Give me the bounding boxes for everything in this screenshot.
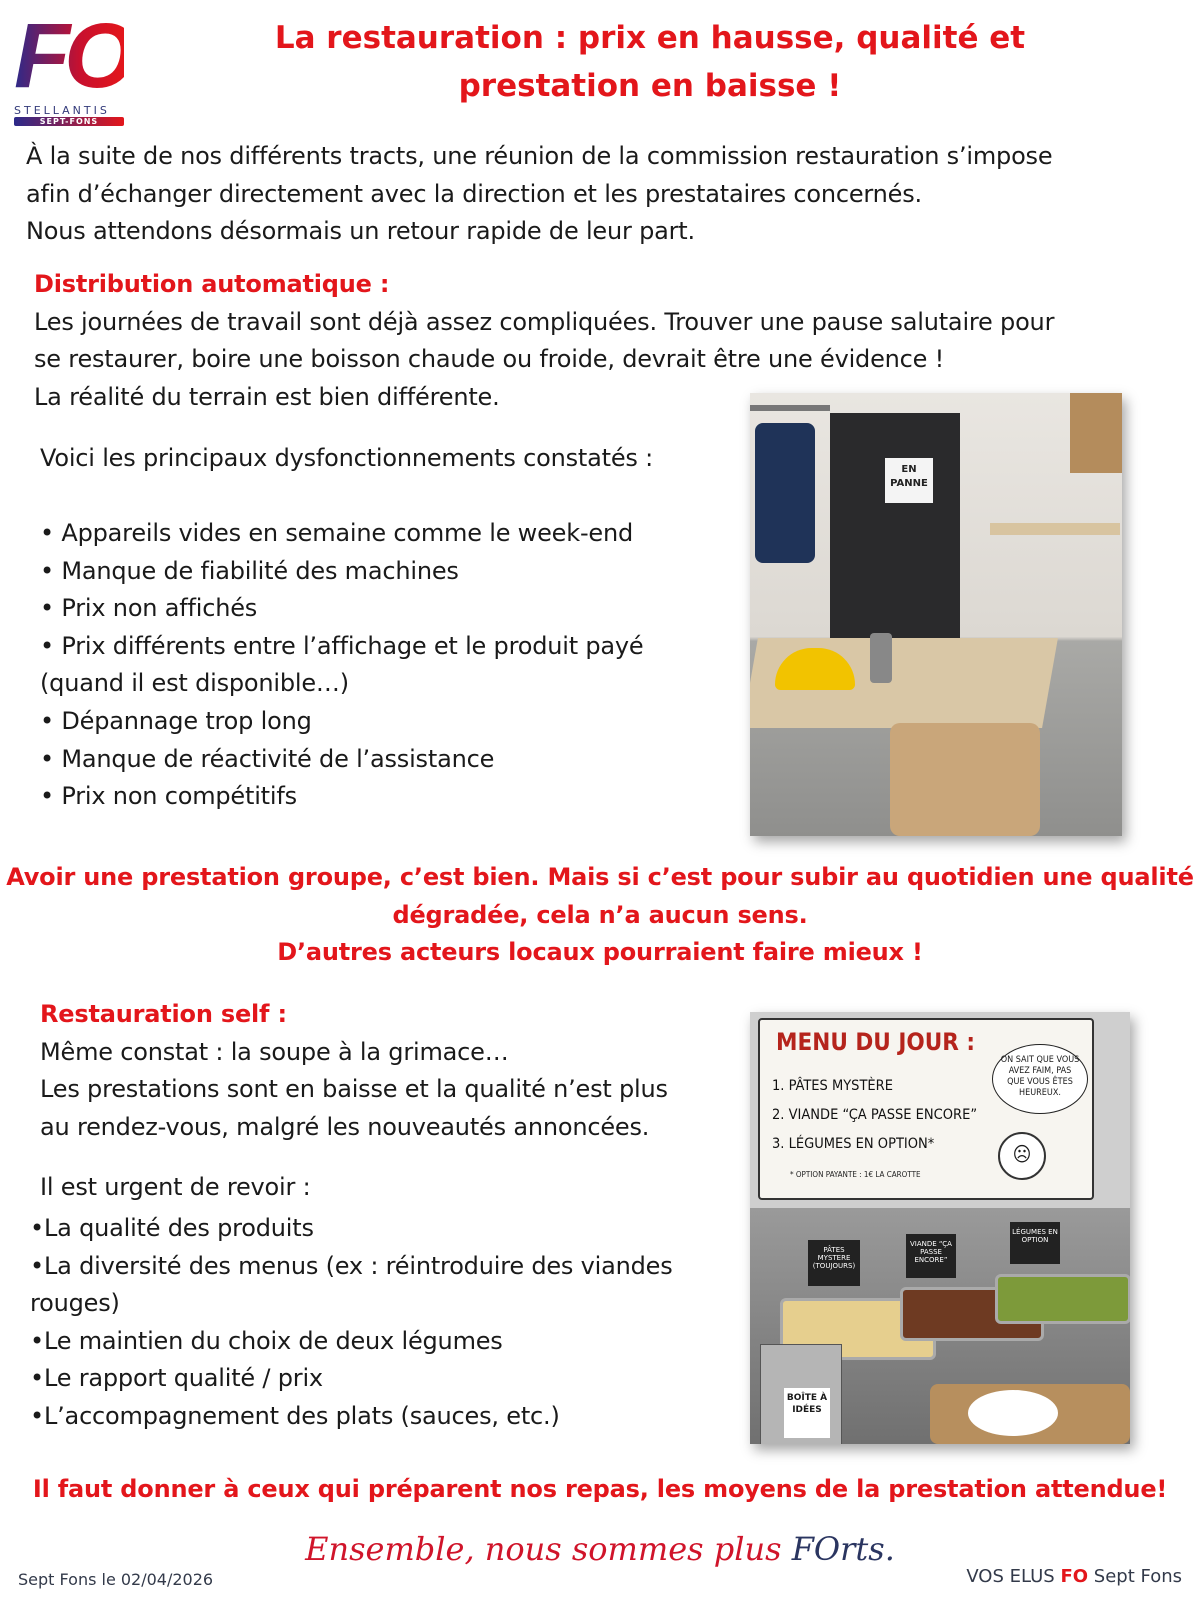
list-item: • Appareils vides en semaine comme le week-end [40,519,634,547]
list-item: •Le rapport qualité / prix [30,1364,323,1393]
text-line: Les journées de travail sont déjà assez compliquées. Trouver une pause salutaire pour [34,307,1055,336]
list-item: • Prix non compétitifs [40,782,297,811]
menu-item: 3. LÉGUMES EN OPTION* [772,1136,935,1152]
menu-items [772,1072,977,1159]
logo-site: SEPT-FONS [14,117,124,126]
signature-text: VOS ELUS [966,1566,1061,1587]
slogan-text: Ensemble, nous sommes plus [305,1530,792,1568]
menu-note: * OPTION PAYANTE : 1€ LA CAROTTE [790,1170,921,1179]
page-title [240,14,1060,110]
list-item: • Prix différents entre l’affichage et le produit payé [40,631,644,660]
callout-line: Avoir une prestation groupe, c’est bien. Mais si c’est pour subir au quotidien une qualité [6,863,1194,891]
list-item: •Le maintien du choix de deux légumes [30,1326,503,1355]
slogan [0,1530,1200,1568]
tray-label: VIANDE “ÇA PASSE ENCORE” [906,1234,956,1278]
list-intro: Il est urgent de revoir : [40,1173,311,1201]
sad-plate-icon: ☹ [998,1132,1046,1180]
text-line: au rendez-vous, malgré les nouveautés annoncées. [40,1112,650,1141]
intro-paragraph [26,138,1052,251]
title-line: prestation en baisse ! [458,68,842,104]
speech-bubble: ON SAIT QUE VOUS AVEZ FAIM, PAS QUE VOUS ÊTES HEUREUX. [992,1044,1088,1114]
fo-logo [14,5,130,128]
menu-title: MENU DU JOUR : [776,1028,976,1056]
list-item: rouges) [30,1289,120,1318]
intro-line: Nous attendons désormais un retour rapide de leur part. [26,217,695,246]
self-section [40,996,668,1146]
out-of-order-sign: EN PANNE [885,458,933,503]
list-item: •L’accompagnement des plats (sauces, etc.) [30,1401,560,1430]
list-item: •La diversité des menus (ex : réintroduire des viandes [30,1251,673,1280]
vending-machine-photo [750,393,1122,836]
menu-item: 2. VIANDE “ÇA PASSE ENCORE” [772,1107,978,1123]
tray-label: LÉGUMES EN OPTION [1010,1222,1060,1264]
closing-statement: Il faut donner à ceux qui préparent nos repas, les moyens de la prestation attendue! [32,1475,1168,1503]
list-item: • Prix non affichés [40,594,258,623]
slogan-fo: FOrts. [791,1530,895,1568]
callout-line: dégradée, cela n’a aucun sens. [392,900,808,929]
list-item: • Dépannage trop long [40,706,312,735]
section-heading: Restauration self : [40,1000,287,1028]
list-intro: Voici les principaux dysfonctionnements constatés : [40,444,654,472]
list-item: (quand il est disponible…) [40,669,349,698]
text-line: Même constat : la soupe à la grimace… [40,1037,509,1066]
list-item: • Manque de fiabilité des machines [40,556,459,585]
intro-line: afin d’échanger directement avec la direction et les prestataires concernés. [26,179,922,208]
title-line: La restauration : prix en hausse, qualité et [274,20,1026,56]
signature-fo: FO [1060,1566,1089,1587]
issues-list [40,515,643,816]
callout [0,859,1200,972]
intro-line: À la suite de nos différents tracts, une réunion de la commission restauration s’impose [26,142,1053,170]
footer-signature [966,1566,1182,1587]
menu-illustration [750,1012,1130,1444]
text-line: La réalité du terrain est bien différente. [34,382,500,411]
text-line: Les prestations sont en baisse et la qualité n’est plus [40,1075,668,1104]
signature-text: Sept Fons [1088,1566,1182,1587]
text-line: se restaurer, boire une boisson chaude ou froide, devrait être une évidence ! [34,345,945,374]
logo-brand: FO [14,5,130,107]
tray-label: PÂTES MYSTERE (TOUJOURS) [808,1240,860,1286]
callout-line: D’autres acteurs locaux pourraient faire mieux ! [277,938,923,967]
menu-item: 1. PÂTES MYSTÈRE [772,1078,893,1094]
section-heading: Distribution automatique : [34,270,390,298]
list-item: • Manque de réactivité de l’assistance [40,744,495,773]
logo-org: STELLANTIS [14,104,110,117]
footer-date: Sept Fons le 02/04/2026 [18,1570,214,1589]
requests-list [30,1210,673,1436]
list-item: •La qualité des produits [30,1214,314,1242]
idea-box-label: BOÎTE À IDÉES [784,1388,830,1438]
